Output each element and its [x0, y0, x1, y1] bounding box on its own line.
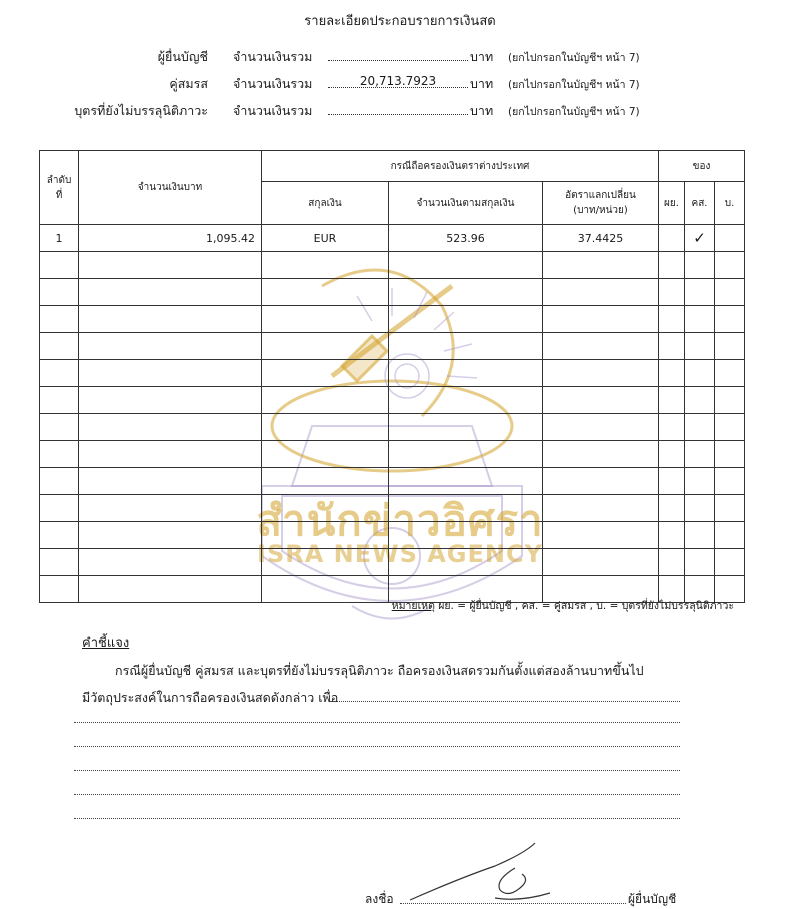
table-row-empty	[40, 522, 745, 549]
table-row-empty	[40, 441, 745, 468]
purpose-dotted-line	[74, 794, 680, 795]
legend-note	[392, 597, 734, 614]
explanation-heading: คำชี้แจง	[82, 636, 130, 651]
signature-label: ลงชื่อ	[365, 892, 394, 906]
cell-no: 1	[40, 225, 79, 252]
header-amount-in-currency: จำนวนเงินตามสกุลเงิน	[389, 182, 543, 225]
table-row	[40, 225, 745, 252]
summary-row-filer	[0, 47, 800, 67]
summary-label: จำนวนเงินรวม	[233, 76, 313, 91]
purpose-dotted-line	[74, 770, 680, 771]
header-rate-line1: อัตราแลกเปลี่ยน	[565, 190, 636, 201]
table-row-empty	[40, 252, 745, 279]
summary-note: (ยกไปกรอกในบัญชีฯ หน้า 7)	[508, 106, 640, 118]
header-no-line1: ลำดับ	[46, 174, 72, 186]
cell-thb: 1,095.42	[79, 225, 262, 252]
cash-details-table	[39, 150, 745, 603]
legend-prefix: หมายเหตุ	[391, 600, 435, 612]
summary-amount: 20,713.7923	[359, 74, 437, 88]
summary-label: จำนวนเงินรวม	[233, 103, 313, 118]
table-row-empty	[40, 306, 745, 333]
watermark-thai-text: สำนักข่าวอิศรา	[256, 496, 544, 545]
explanation-line-1: กรณีผู้ยื่นบัญชี คู่สมรส และบุตรที่ยังไม่บรรลุนิติภาวะ ถือครองเงินสดรวมกันตั้งแต่สองล้านบาทขึ้นไป	[115, 663, 644, 678]
table-row-empty	[40, 387, 745, 414]
header-owner-spouse: คส.	[685, 182, 715, 225]
header-currency: สกุลเงิน	[262, 182, 389, 225]
explanation-line-2: มีวัตถุประสงค์ในการถือครองเงินสดดังกล่าว เพื่อ	[82, 690, 339, 705]
summary-unit: บาท	[470, 76, 494, 91]
purpose-dotted-line	[74, 722, 680, 723]
header-owner-self: ผย.	[659, 182, 685, 225]
summary-unit: บาท	[470, 103, 494, 118]
cell-owner-self	[659, 225, 685, 252]
table-row-empty	[40, 279, 745, 306]
summary-note: (ยกไปกรอกในบัญชีฯ หน้า 7)	[508, 79, 640, 91]
summary-who: คู่สมรส	[169, 76, 208, 91]
table-row-empty	[40, 468, 745, 495]
summary-dotted-line	[328, 60, 468, 61]
summary-note: (ยกไปกรอกในบัญชีฯ หน้า 7)	[508, 52, 640, 64]
header-no	[40, 151, 79, 225]
cell-currency: EUR	[262, 225, 389, 252]
summary-label: จำนวนเงินรวม	[233, 49, 313, 64]
summary-unit: บาท	[470, 49, 494, 64]
header-foreign-group: กรณีถือครองเงินตราต่างประเทศ	[262, 151, 659, 182]
header-rate-line2: (บาท/หน่วย)	[573, 205, 628, 216]
table-row-empty	[40, 549, 745, 576]
header-no-line2: ที่	[55, 189, 63, 201]
handwritten-signature-icon	[400, 838, 570, 908]
summary-row-child	[0, 101, 800, 121]
purpose-dotted-line	[330, 701, 680, 702]
table-row-empty	[40, 360, 745, 387]
header-thb-amount: จำนวนเงินบาท	[79, 151, 262, 225]
purpose-dotted-line	[74, 818, 680, 819]
table-row-empty	[40, 414, 745, 441]
summary-who: ผู้ยื่นบัญชี	[157, 49, 208, 64]
signature-role: ผู้ยื่นบัญชี	[628, 892, 677, 906]
cell-amount: 523.96	[389, 225, 543, 252]
header-owner-group: ของ	[659, 151, 745, 182]
check-icon: ✓	[685, 225, 715, 252]
table-row-empty	[40, 495, 745, 522]
cell-owner-child	[715, 225, 745, 252]
header-exchange-rate	[543, 182, 659, 225]
legend-text: ผย. = ผู้ยื่นบัญชี , คส. = คู่สมรส , บ. = บุตรที่ยังไม่บรรลุนิติภาวะ	[438, 600, 734, 612]
document-title: รายละเอียดประกอบรายการเงินสด	[304, 14, 496, 29]
summary-row-spouse	[0, 74, 800, 94]
summary-dotted-line	[328, 114, 468, 115]
cell-rate: 37.4425	[543, 225, 659, 252]
header-owner-child: บ.	[715, 182, 745, 225]
table-row-empty	[40, 333, 745, 360]
purpose-dotted-line	[74, 746, 680, 747]
watermark-english-text: ISRA NEWS AGENCY	[257, 540, 543, 568]
summary-who: บุตรที่ยังไม่บรรลุนิติภาวะ	[74, 103, 208, 118]
